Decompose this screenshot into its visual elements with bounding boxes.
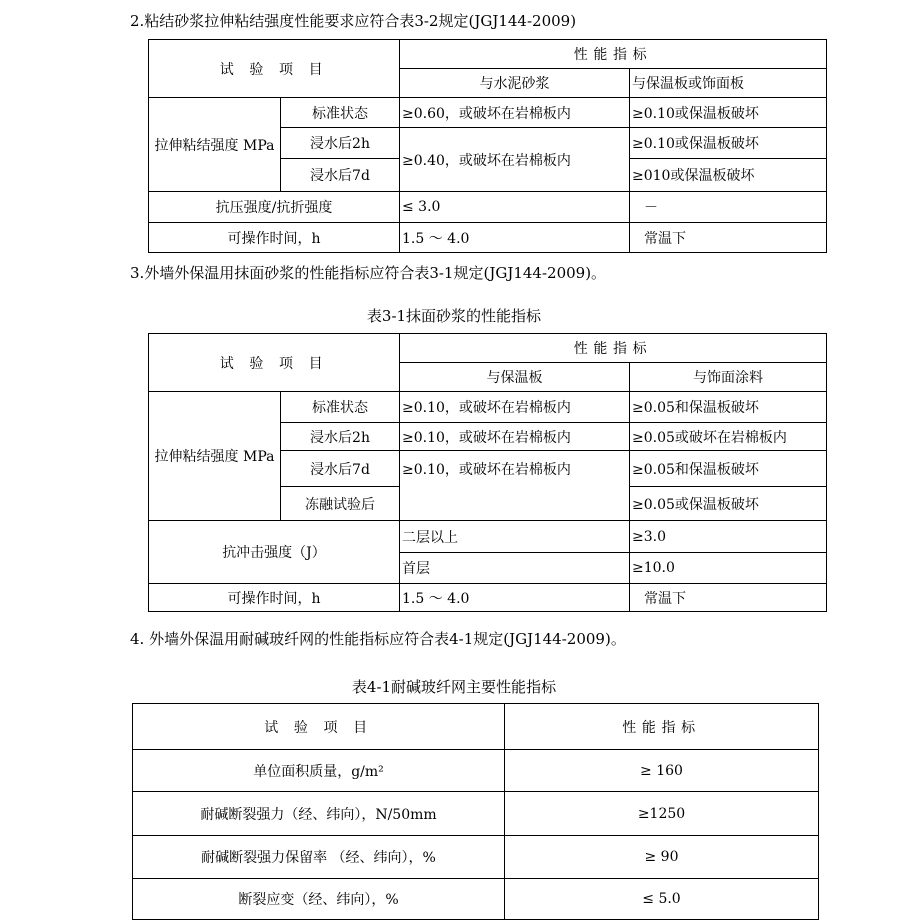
- tensile-label: 拉伸粘结强度 MPa: [149, 392, 281, 521]
- impact-row-label: 首层: [400, 553, 630, 584]
- header-col1: 与水泥砂浆: [400, 69, 630, 98]
- value-cell: ≥010或保温板破坏: [630, 159, 827, 192]
- value-cell: －: [630, 192, 827, 223]
- paragraph-2: 2.粘结砂浆拉伸粘结强度性能要求应符合表3-2规定(JGJ144-2009): [130, 12, 577, 30]
- row-value: ≥1250: [505, 792, 819, 836]
- row-label: 耐碱断裂强力（经、纬向），N/50mm: [133, 792, 505, 836]
- value-cell: ≥0.05或破坏在岩棉板内: [630, 423, 827, 451]
- row-value: ≥ 90: [505, 836, 819, 879]
- value-cell: ≤ 3.0: [400, 192, 630, 223]
- header-test-item: 试 验 项 目: [133, 704, 505, 750]
- time-label: 可操作时间，h: [149, 584, 400, 612]
- value-cell: ≥0.10，或破坏在岩棉板内: [400, 392, 630, 423]
- cond-label: 浸水后7d: [281, 159, 400, 192]
- tensile-label: 拉伸粘结强度 MPa: [149, 98, 281, 192]
- value-cell: ≥0.05和保温板破坏: [630, 451, 827, 487]
- compression-label: 抗压强度/抗折强度: [149, 192, 400, 223]
- value-cell: ≥0.10或保温板破坏: [630, 128, 827, 159]
- caption-table-4-1: 表4-1耐碱玻纤网主要性能指标: [351, 678, 557, 696]
- value-cell: ≥10.0: [630, 553, 827, 584]
- value-cell: 1.5 ～ 4.0: [400, 584, 630, 612]
- value-cell: ≥0.10，或破坏在岩棉板内: [400, 451, 630, 521]
- header-test-item: 试 验 项 目: [149, 334, 400, 392]
- value-cell: ≥3.0: [630, 521, 827, 553]
- cond-label: 浸水后2h: [281, 128, 400, 159]
- value-cell: ≥0.10，或破坏在岩棉板内: [400, 423, 630, 451]
- impact-row-label: 二层以上: [400, 521, 630, 553]
- row-label: 单位面积质量，g/m²: [133, 750, 505, 792]
- caption-table-3-1: 表3-1抹面砂浆的性能指标: [366, 307, 542, 325]
- header-performance: 性能指标: [400, 40, 827, 69]
- value-cell: ≥0.60，或破坏在岩棉板内: [400, 98, 630, 128]
- table-4-1: [132, 703, 819, 920]
- header-col1: 与保温板: [400, 363, 630, 392]
- row-label: 耐碱断裂强力保留率 （经、纬向），%: [133, 836, 505, 879]
- row-value: ≤ 5.0: [505, 879, 819, 920]
- table-3-1: [148, 333, 827, 612]
- value-cell: 常温下: [630, 584, 827, 612]
- cond-label: 浸水后7d: [281, 451, 400, 487]
- value-cell: 1.5 ～ 4.0: [400, 223, 630, 253]
- table-3-2: [148, 39, 827, 253]
- header-col2: 与饰面涂料: [630, 363, 827, 392]
- header-test-item: 试 验 项 目: [149, 40, 400, 98]
- paragraph-4: 4. 外墙外保温用耐碱玻纤网的性能指标应符合表4-1规定(JGJ144-2009)。: [130, 630, 626, 648]
- cond-label: 标准状态: [281, 392, 400, 423]
- row-value: ≥ 160: [505, 750, 819, 792]
- header-performance: 性能指标: [505, 704, 819, 750]
- cond-label: 标准状态: [281, 98, 400, 128]
- value-cell: ≥0.40，或破坏在岩棉板内: [400, 128, 630, 192]
- value-cell: ≥0.10或保温板破坏: [630, 98, 827, 128]
- cond-label: 浸水后2h: [281, 423, 400, 451]
- time-label: 可操作时间，h: [149, 223, 400, 253]
- cond-label: 冻融试验后: [281, 487, 400, 521]
- value-cell: 常温下: [630, 223, 827, 253]
- header-performance: 性能指标: [400, 334, 827, 363]
- value-cell: ≥0.05和保温板破坏: [630, 392, 827, 423]
- paragraph-3: 3.外墙外保温用抹面砂浆的性能指标应符合表3-1规定(JGJ144-2009)。: [130, 264, 607, 282]
- impact-label: 抗冲击强度（J）: [149, 521, 400, 584]
- row-label: 断裂应变（经、纬向），%: [133, 879, 505, 920]
- value-cell: ≥0.05或保温板破坏: [630, 487, 827, 521]
- header-col2: 与保温板或饰面板: [630, 69, 827, 98]
